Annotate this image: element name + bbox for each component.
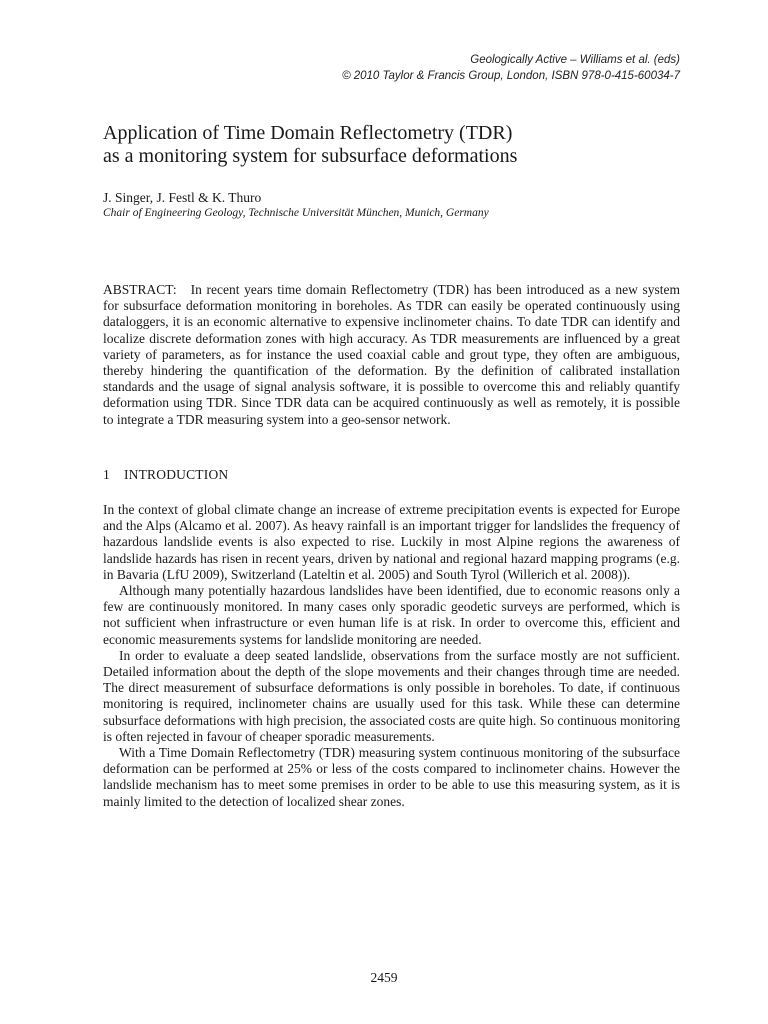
section-number: 1 xyxy=(103,467,110,482)
paragraph: In order to evaluate a deep seated landslide, observations from the surface mostly are not sufficient. Detailed information about the depth of the slope movements and their changes through time are needed. The direct measurement of subsurface deformations is only possible in boreholes. To date, if continuous monitoring is required, inclinometer chains are usually used for this task. While these can determine subsurface deformations with high precision, the associated costs are quite high. So continuous monitoring is often rejected in favour of cheaper sporadic measurements. xyxy=(103,647,681,744)
title-line-2: as a monitoring system for subsurface deformations xyxy=(103,145,518,167)
running-header xyxy=(342,52,680,84)
paragraph: With a Time Domain Reflectometry (TDR) measuring system continuous monitoring of the subsurface deformation can be performed at 25% or less of the costs compared to inclinometer chains. However the landslide mechanism has to meet some premises in order to be able to use this measuring system, as it is mainly limited to the detection of localized shear zones. xyxy=(103,745,680,809)
page-number: 2459 xyxy=(370,970,398,985)
header-copyright: © 2010 Taylor & Francis Group, London, ISBN 978-0-415-60034-7 xyxy=(342,70,680,82)
affiliation: Chair of Engineering Geology, Technische Universität München, Munich, Germany xyxy=(103,207,489,219)
paper-title xyxy=(103,122,683,168)
introduction-body xyxy=(103,502,680,810)
paragraph: In the context of global climate change an increase of extreme precipitation events is expected for Europe and the Alps (Alcamo et al. 2007). As heavy rainfall is an important trigger for landslides the frequency of hazardous landslide events is also expected to rise. Luckily in most Alpine regions the awareness of landslide hazards has risen in recent years, driven by national and regional hazard mapping programs (e.g. in Bavaria (LfU 2009), Switzerland (Lateltin et al. 2005) and South Tyrol (Willerich et al. 2008)). xyxy=(103,502,680,582)
authors: J. Singer, J. Festl & K. Thuro xyxy=(103,190,262,205)
paragraph: Although many potentially hazardous landslides have been identified, due to economic reasons only a few are continuously monitored. In many cases only sporadic geodetic surveys are performed, which is not sufficient when infrastructure or even human life is at risk. In order to overcome this, efficient and economic measurements systems for landslide monitoring are needed. xyxy=(103,583,680,647)
section-heading xyxy=(103,467,228,483)
title-line-1: Application of Time Domain Reflectometry (TDR) xyxy=(103,122,513,144)
abstract xyxy=(103,282,680,428)
section-title: INTRODUCTION xyxy=(123,467,229,482)
abstract-text: In recent years time domain Reflectometry (TDR) has been introduced as a new system for subsurface deformation monitoring in boreholes. As TDR can easily be operated continuously using dataloggers, it is an economic alternative to expensive inclinometer chains. To date TDR can identify and localize discrete deformation zones with high accuracy. As TDR measurements are influenced by a great variety of parameters, as for instance the used coaxial cable and grout type, they often are ambiguous, thereby hindering the quantification of the deformation. By the definition of calibrated installation standards and the usage of signal analysis software, it is possible to overcome this and reliably quantify deformation using TDR. Since TDR data can be acquired continuously as well as remotely, it is possible to integrate a TDR measuring system into a geo-sensor network. xyxy=(103,282,680,427)
abstract-label: ABSTRACT: xyxy=(103,282,177,297)
header-book-title: Geologically Active – Williams et al. (eds) xyxy=(470,54,680,66)
